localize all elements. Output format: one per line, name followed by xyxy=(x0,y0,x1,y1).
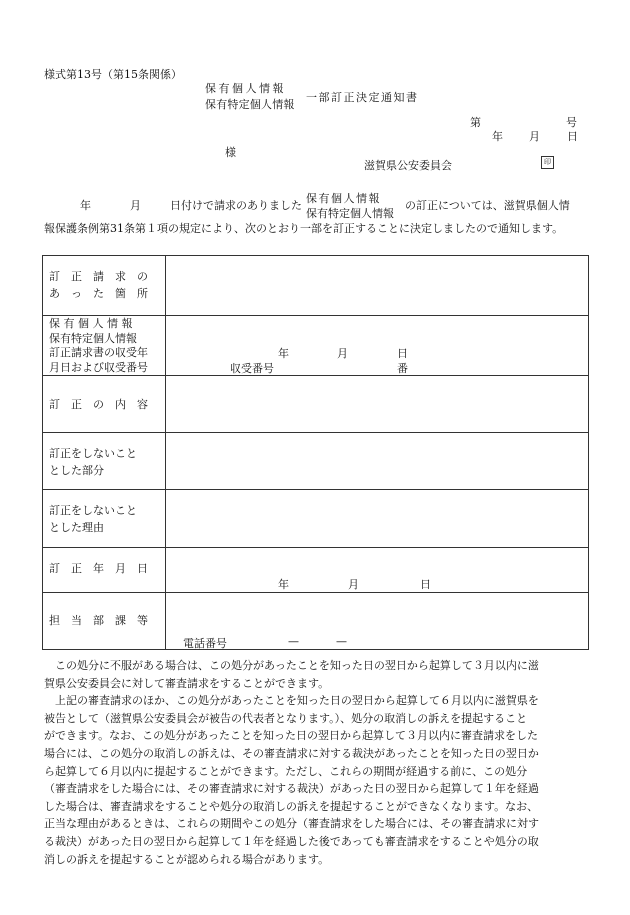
table-row xyxy=(43,593,589,650)
label-correction-date xyxy=(43,548,166,593)
note-line: この処分に不服がある場合は、この処分があったことを知った日の翌日から起算して３月以内に滋 xyxy=(55,659,539,672)
receipt-number-label: 収受番号 xyxy=(230,362,274,375)
phone-separator: — xyxy=(336,635,347,648)
paragraph-line1-rest: の訂正については、滋賀県個人情 xyxy=(405,199,570,212)
paragraph-type-personal-info: 保有個人情報 xyxy=(306,192,381,205)
correction-month-label: 月 xyxy=(348,578,359,591)
document-title: 一部訂正決定通知書 xyxy=(306,91,419,104)
issuer-name: 滋賀県公安委員会 xyxy=(364,159,452,172)
value-correction-content[interactable] xyxy=(166,376,589,433)
value-uncorrected-reason[interactable] xyxy=(166,490,589,548)
title-type-personal-info: 保有個人情報 xyxy=(205,82,286,95)
value-correction-date[interactable] xyxy=(166,548,589,593)
phone-separator: — xyxy=(288,635,299,648)
label-line: 担 当 部 課 等 xyxy=(49,614,148,627)
note-line: ができます。なお、この処分があったことを知った日の翌日から起算して３月以内に審査請求をした xyxy=(44,729,539,743)
table-row xyxy=(43,548,589,593)
label-receipt-date-number xyxy=(43,316,166,376)
note-line: 被告として（滋賀県公安委員会が被告の代表者となります。）、処分の取消しの訴えを提起すること xyxy=(44,711,528,725)
note-line: した場合は、審査請求をすることや処分の取消しの訴えを提起することができなくなります。なお、 xyxy=(44,799,539,813)
paragraph-line2: 報保護条例第31条第１項の規定により、次のとおり一部を訂正することに決定しましたので通知します。 xyxy=(44,222,564,235)
addressee-honorific: 様 xyxy=(225,146,236,159)
request-month-label: 月 xyxy=(130,199,141,212)
label-line: 訂正請求書の収受年 xyxy=(49,346,148,359)
correction-year-label: 年 xyxy=(278,578,289,591)
title-type-specific-personal-info: 保有特定個人情報 xyxy=(205,98,295,111)
receipt-month-label: 月 xyxy=(337,347,348,360)
note-line: 上記の審査請求のほか、この処分があったことを知った日の翌日から起算して６月以内に滋賀県を xyxy=(55,694,539,708)
label-line: とした理由 xyxy=(49,521,104,534)
phone-label: 電話番号 xyxy=(183,637,227,650)
number-prefix: 第 xyxy=(470,116,481,129)
appeal-notes xyxy=(44,657,589,868)
note-line: （審査請求をした場合には、その審査請求に対する裁決）があった日の翌日から起算して１年を経過 xyxy=(44,782,539,796)
table-row xyxy=(43,490,589,548)
label-line: 訂正をしないこと xyxy=(49,447,137,460)
correction-day-label: 日 xyxy=(420,578,431,591)
label-line: 訂 正 請 求 の xyxy=(49,270,148,283)
receipt-day-label: 日 xyxy=(397,347,408,360)
note-line: 場合には、この処分の取消しの訴えは、その審査請求に対する裁決があったことを知った日の翌日か xyxy=(44,746,539,760)
table-row xyxy=(43,376,589,433)
label-line: 月日および収受番号 xyxy=(49,360,148,374)
value-uncorrected-part[interactable] xyxy=(166,433,589,490)
label-uncorrected-reason xyxy=(43,490,166,548)
label-line: 保有特定個人情報 xyxy=(49,331,137,345)
table-row xyxy=(43,316,589,376)
number-suffix: 号 xyxy=(566,116,577,129)
receipt-year-label: 年 xyxy=(278,347,289,360)
form-number: 様式第13号（第15条関係） xyxy=(44,68,182,81)
label-correction-location xyxy=(43,256,166,316)
request-date-text: 日付けで請求のありました xyxy=(170,199,302,212)
request-year-label: 年 xyxy=(80,199,91,212)
value-department[interactable] xyxy=(166,593,589,650)
note-line: ら起算して６月以内に提起することができます。ただし、これらの期間が経過する前に、この処分 xyxy=(44,764,528,778)
value-correction-location[interactable] xyxy=(166,256,589,316)
label-line: とした部分 xyxy=(49,464,104,477)
label-department xyxy=(43,593,166,650)
note-line: る裁決）があった日の翌日から起算して１年を経過した後であっても審査請求をすることや処分の取 xyxy=(44,834,539,848)
date-day-label: 日 xyxy=(567,130,578,143)
label-correction-content xyxy=(43,376,166,433)
note-line: 賀県公安委員会に対して審査請求をすることができます。 xyxy=(44,676,330,690)
receipt-number-suffix: 番 xyxy=(397,362,408,375)
date-month-label: 月 xyxy=(529,130,540,143)
label-line: 訂 正 年 月 日 xyxy=(49,562,148,575)
label-uncorrected-part xyxy=(43,433,166,490)
table-row xyxy=(43,433,589,490)
date-year-label: 年 xyxy=(492,130,503,143)
paragraph-type-specific-personal-info: 保有特定個人情報 xyxy=(306,207,394,220)
seal-mark: 印 xyxy=(541,156,554,169)
label-line: 訂正をしないこと xyxy=(49,504,137,517)
request-date-phrase xyxy=(80,197,302,213)
note-line: 正当な理由があるときは、これらの期間やこの処分（審査請求をした場合には、その審査請求に対す xyxy=(44,817,539,831)
correction-form-table xyxy=(42,255,589,650)
value-receipt-date-number[interactable] xyxy=(166,316,589,376)
table-row xyxy=(43,256,589,316)
label-line: 訂 正 の 内 容 xyxy=(49,398,148,411)
label-line: あ っ た 箇 所 xyxy=(49,287,148,300)
label-line: 保 有 個 人 情 報 xyxy=(49,317,133,330)
note-line: 消しの訴えを提起することが認められる場合があります。 xyxy=(44,852,330,866)
